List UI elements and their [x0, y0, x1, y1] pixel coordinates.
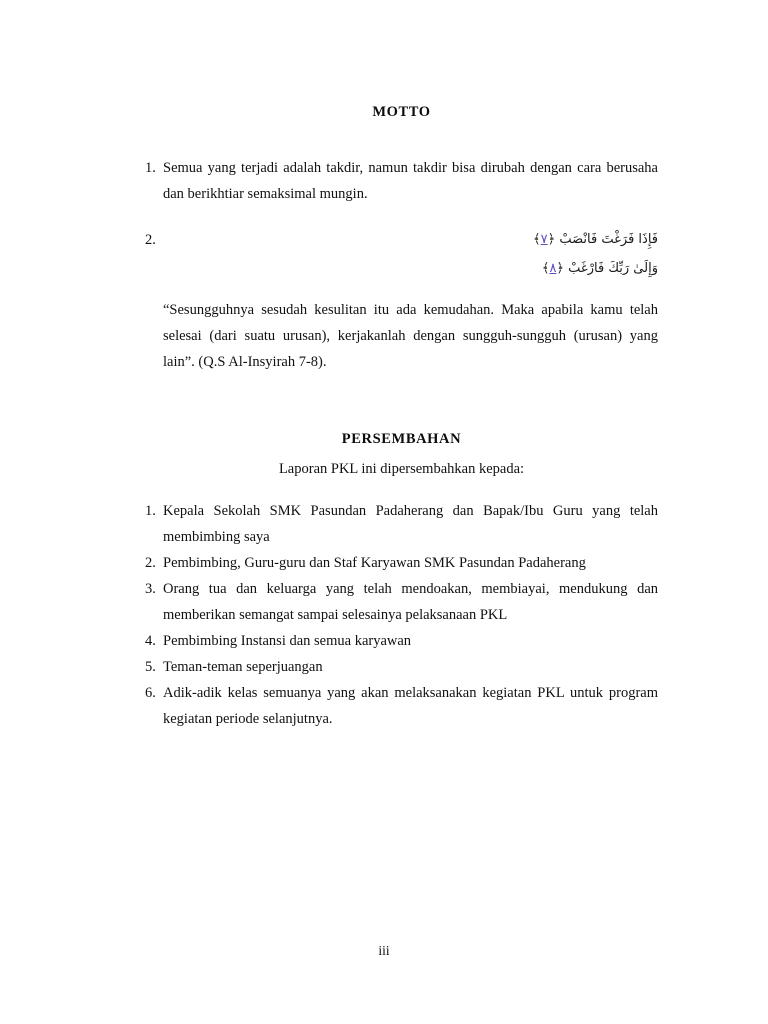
persembahan-subtitle: Laporan PKL ini dipersembahkan kepada:	[278, 461, 525, 477]
motto-item-1-number: 1.	[145, 160, 156, 176]
persembahan-item-3-text: Orang tua dan keluarga yang telah mendoakan, membiayai, mendukung dan memberikan semangat sampai selesainya pelaksanaan PKL	[163, 581, 658, 623]
motto-item-1-text: Semua yang terjadi adalah takdir, namun takdir bisa dirubah dengan cara berusaha dan berikhtiar semaksimal mungin.	[163, 160, 658, 202]
persembahan-item-4-number: 4.	[145, 633, 156, 649]
persembahan-item-2-number: 2.	[145, 555, 156, 571]
motto-list-item-1	[145, 155, 658, 207]
persembahan-list-item-2	[145, 550, 658, 576]
arabic-verse-7-text: فَإِذَا فَرَغْتَ فَانْصَبْ	[559, 232, 658, 247]
persembahan-item-5-text: Teman-teman seperjuangan	[163, 659, 323, 675]
persembahan-list-item-1	[145, 498, 658, 550]
persembahan-item-1-number: 1.	[145, 503, 156, 519]
arabic-verse-block	[163, 227, 658, 281]
persembahan-item-6-text: Adik-adik kelas semuanya yang akan melaksanakan kegiatan PKL untuk program kegiatan periode selanjutnya.	[163, 685, 658, 727]
persembahan-item-5-number: 5.	[145, 659, 156, 675]
persembahan-item-4-text: Pembimbing Instansi dan semua karyawan	[163, 633, 412, 649]
arabic-verse-line-1: فَإِذَا فَرَغْتَ فَانْصَبْ ﴿٧﴾	[533, 232, 658, 247]
page-content	[145, 0, 658, 732]
persembahan-list-item-4	[145, 628, 658, 654]
persembahan-list	[145, 498, 658, 732]
motto-heading: MOTTO	[372, 104, 431, 120]
ayah-marker-7[interactable]: ٧	[540, 232, 548, 247]
persembahan-heading: PERSEMBAHAN	[341, 431, 462, 447]
persembahan-item-6-number: 6.	[145, 685, 156, 701]
motto-list-item-2	[145, 227, 658, 281]
arabic-verse-8-text: وَإِلَىٰ رَبِّكَ فَارْغَبْ	[568, 261, 658, 276]
persembahan-item-2-text: Pembimbing, Guru-guru dan Staf Karyawan SMK Pasundan Padaherang	[163, 555, 586, 571]
ayah-marker-8[interactable]: ٨	[549, 261, 557, 276]
motto-item-2-number: 2.	[145, 232, 156, 248]
motto-list	[145, 155, 658, 281]
persembahan-item-1-text: Kepala Sekolah SMK Pasundan Padaherang dan Bapak/Ibu Guru yang telah membimbing saya	[163, 503, 658, 545]
persembahan-list-item-3	[145, 576, 658, 628]
arabic-verse-line-2: وَإِلَىٰ رَبِّكَ فَارْغَبْ ﴿٨﴾	[541, 261, 658, 276]
persembahan-list-item-5	[145, 654, 658, 680]
persembahan-item-3-number: 3.	[145, 581, 156, 597]
quran-translation-quote: “Sesungguhnya sesudah kesulitan itu ada kemudahan. Maka apabila kamu telah selesai (dari suatu urusan), kerjakanlah dengan sungguh-sungguh (urusan) yang lain”. (Q.S Al-Insyirah 7-8).	[163, 302, 658, 370]
persembahan-list-item-6	[145, 680, 658, 732]
page-number: iii	[378, 943, 390, 958]
